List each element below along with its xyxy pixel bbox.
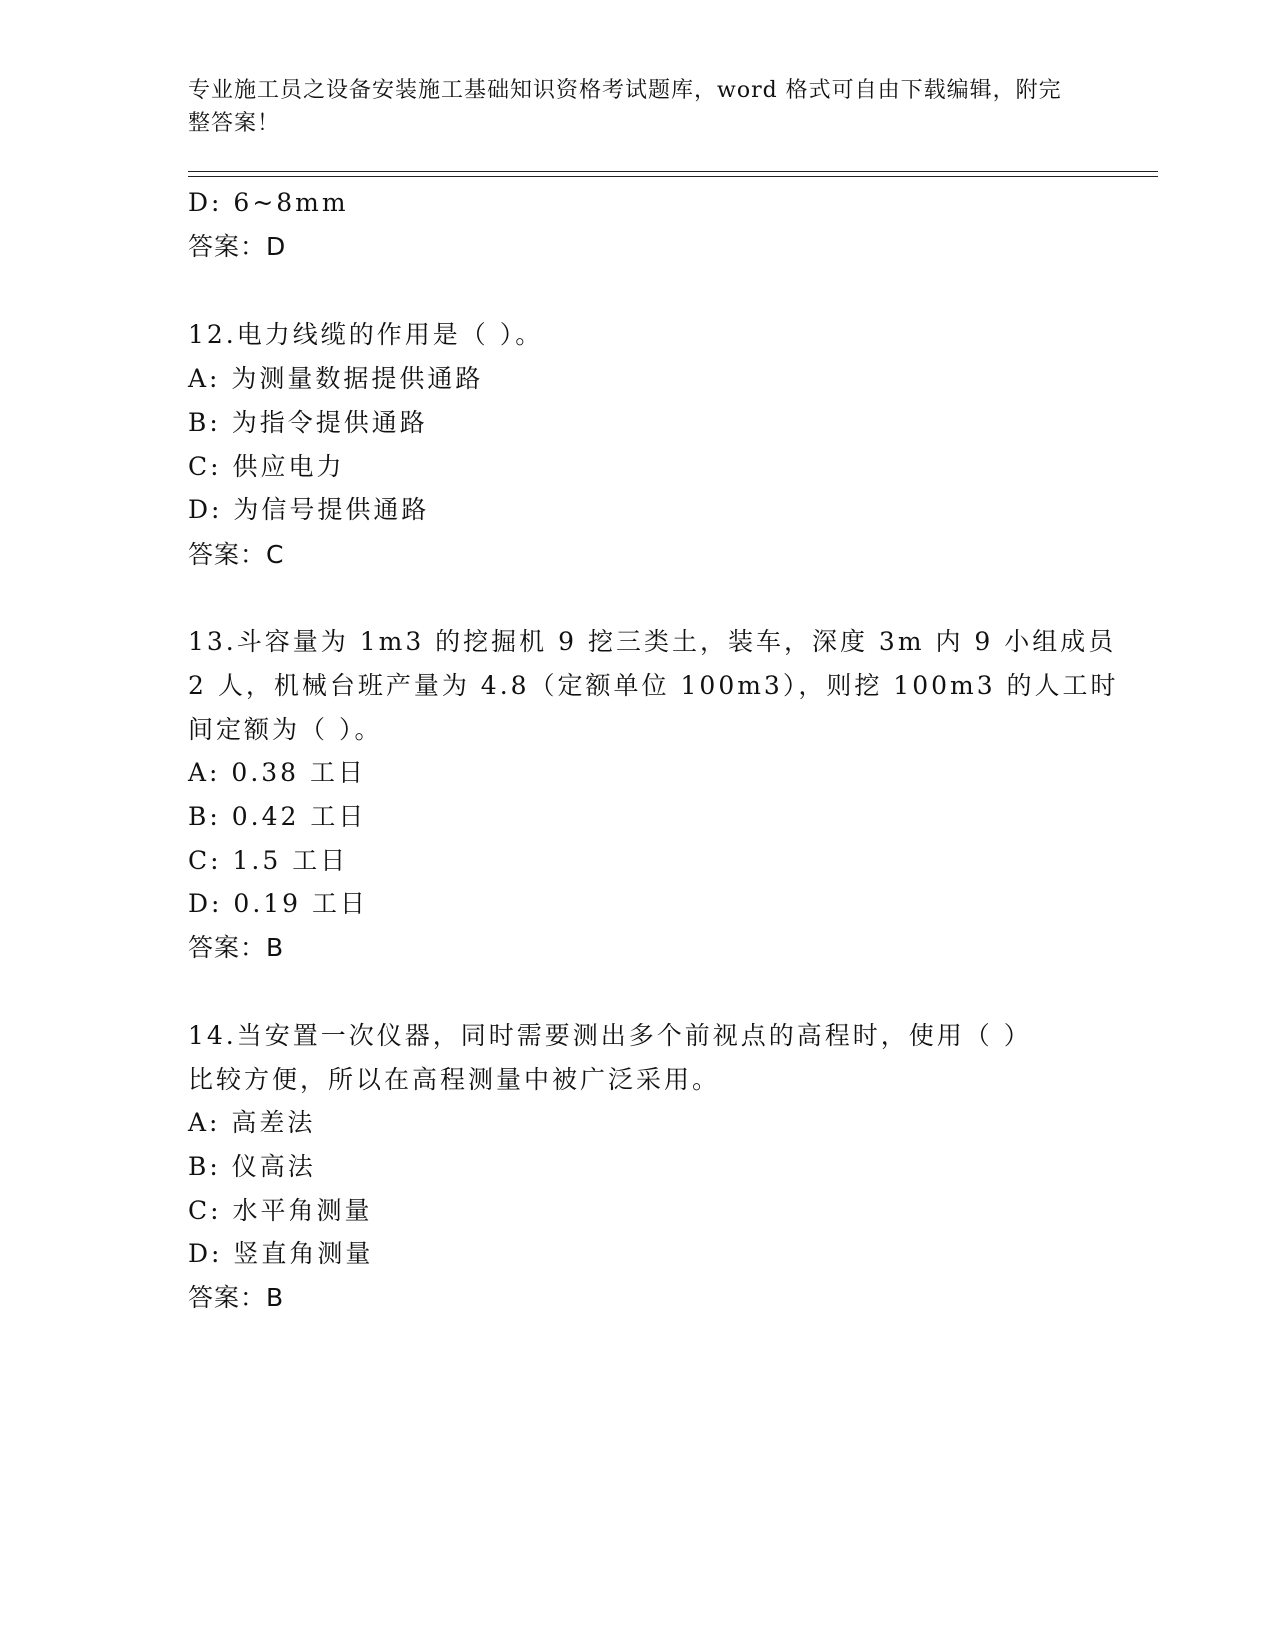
question-13-option-d: D: 0.19 工日 xyxy=(188,889,369,918)
header-rule-bottom xyxy=(188,176,1158,177)
question-14-option-c: C: 水平角测量 xyxy=(188,1196,373,1225)
question-12-stem: 12.电力线缆的作用是（ ）。 xyxy=(188,320,544,349)
question-12-option-c: C: 供应电力 xyxy=(188,452,345,481)
question-12-option-a: A: 为测量数据提供通路 xyxy=(188,364,484,393)
question-13-option-c: C: 1.5 工日 xyxy=(188,846,349,875)
question-13-stem-line-2: 2 人，机械台班产量为 4.8（定额单位 100m3），则挖 100m3 的人工时 xyxy=(188,671,1119,700)
question-13-option-b: B: 0.42 工日 xyxy=(188,802,367,831)
prev-answer: 答案：D xyxy=(188,232,287,261)
question-13-stem-line-1: 13.斗容量为 1m3 的挖掘机 9 挖三类土，装车，深度 3m 内 9 小组成员 xyxy=(188,627,1117,656)
question-12-option-d: D: 为信号提供通路 xyxy=(188,495,430,524)
question-14-option-d: D: 竖直角测量 xyxy=(188,1239,374,1268)
question-13-stem-line-3: 间定额为（ ）。 xyxy=(188,715,383,744)
question-14-option-b: B: 仪高法 xyxy=(188,1152,316,1181)
question-14-answer: 答案：B xyxy=(188,1283,285,1312)
question-14-stem-line-2: 比较方便，所以在高程测量中被广泛采用。 xyxy=(188,1065,721,1094)
question-12-option-b: B: 为指令提供通路 xyxy=(188,408,428,437)
question-14-stem-line-1: 14.当安置一次仪器，同时需要测出多个前视点的高程时，使用（ ） xyxy=(188,1021,1032,1050)
question-13-option-a: A: 0.38 工日 xyxy=(188,758,367,787)
document-header: 专业施工员之设备安装施工基础知识资格考试题库，word 格式可自由下载编辑，附完整答案！ xyxy=(188,78,1062,136)
prev-option-d: D: 6~8mm xyxy=(188,188,349,217)
question-14-option-a: A: 高差法 xyxy=(188,1108,316,1137)
question-13-answer: 答案：B xyxy=(188,933,285,962)
question-12-answer: 答案：C xyxy=(188,540,285,569)
header-rule-top xyxy=(188,171,1158,172)
